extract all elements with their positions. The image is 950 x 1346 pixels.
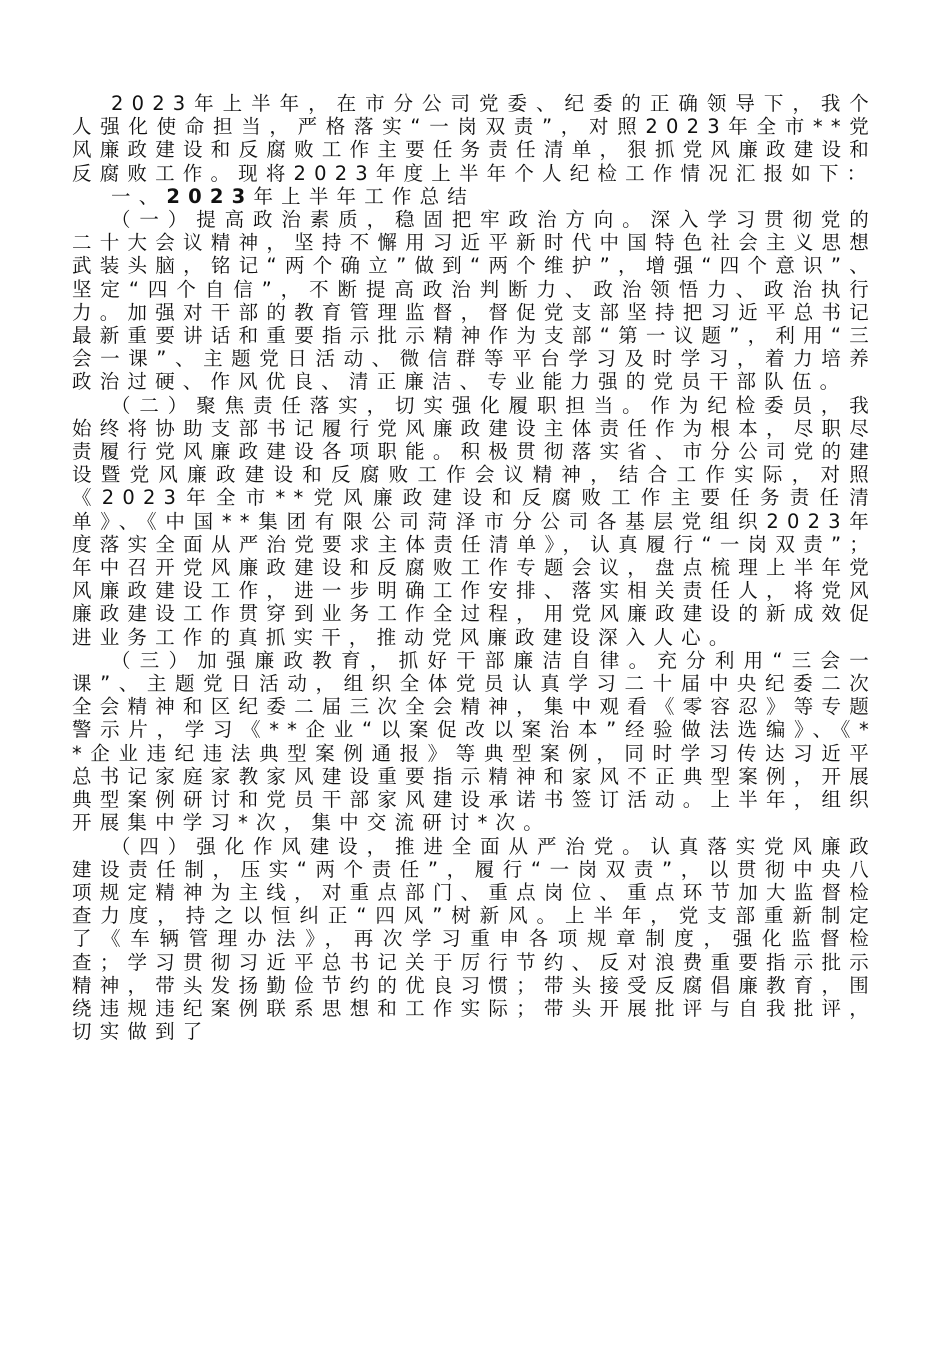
paragraph-1: （一）提高政治素质，稳固把牢政治方向。深入学习贯彻党的二十大会议精神，坚持不懈用习近平新时代中国特色社会主义思想武装头脑，铭记“两个确立”做到“两个维护”，增强“四个意识”、坚定“四个自信”，不断提高政治判断力、政治领悟力、政治执行力。加强对干部的教育管理监督，督促党支部坚持把习近平总书记最新重要讲话和重要指示批示精神作为支部“第一议题”，利用“三会一课”、主题党日活动、微信群等平台学习及时学习，着力培养政治过硬、作风优良、清正廉洁、专业能力强的党员干部队伍。 bbox=[72, 208, 877, 394]
document-page bbox=[72, 92, 877, 1043]
heading-year: 2023 bbox=[166, 184, 254, 208]
paragraph-4: （四）强化作风建设，推进全面从严治党。认真落实党风廉政建设责任制，压实“两个责任”，履行“一岗双责”，以贯彻中央八项规定精神为主线，对重点部门、重点岗位、重点环节加大监督检查力度，持之以恒纠正“四风”树新风。上半年，党支部重新制定了《车辆管理办法》，再次学习重申各项规章制度，强化监督检查；学习贯彻习近平总书记关于厉行节约、反对浪费重要指示批示精神，带头发扬勤俭节约的优良习惯；带头接受反腐倡廉教育，围绕违规违纪案例联系思想和工作实际；带头开展批评与自我批评，切实做到了 bbox=[72, 834, 877, 1044]
heading-text: 年上半年工作总结 bbox=[253, 184, 475, 208]
intro-paragraph: 2023年上半年，在市分公司党委、纪委的正确领导下，我个人强化使命担当，严格落实“一岗双责”，对照2023年全市**党风廉政建设和反腐败工作主要任务责任清单，狠抓党风廉政建设和反腐败工作。现将2023年度上半年个人纪检工作情况汇报如下： bbox=[72, 92, 877, 185]
section-heading bbox=[72, 185, 877, 208]
heading-prefix: 一、 bbox=[111, 184, 167, 208]
paragraph-3: （三）加强廉政教育，抓好干部廉洁自律。充分利用“三会一课”、主题党日活动，组织全体党员认真学习二十届中央纪委二次全会精神和区纪委二届三次全会精神，集中观看《零容忍》等专题警示片，学习《**企业“以案促改以案治本”经验做法选编》、《**企业违纪违法典型案例通报》等典型案例，同时学习传达习近平总书记家庭家教家风建设重要指示精神和家风不正典型案例，开展典型案例研讨和党员干部家风建设承诺书签订活动。上半年，组织开展集中学习*次，集中交流研讨*次。 bbox=[72, 648, 877, 835]
paragraph-2: （二）聚焦责任落实，切实强化履职担当。作为纪检委员，我始终将协助支部书记履行党风廉政建设主体责任作为根本，尽职尽责履行党风廉政建设各项职能。积极贯彻落实省、市分公司党的建设暨党风廉政建设和反腐败工作会议精神，结合工作实际，对照《2023年全市**党风廉政建设和反腐败工作主要任务责任清单》、《中国**集团有限公司菏泽市分公司各基层党组织2023年度落实全面从严治党要求主体责任清单》，认真履行“一岗双责”；年中召开党风廉政建设和反腐败工作专题会议，盘点梳理上半年党风廉政建设工作，进一步明确工作安排、落实相关责任人，将党风廉政建设工作贯穿到业务工作全过程，用党风廉政建设的新成效促进业务工作的真抓实干，推动党风廉政建设深入人心。 bbox=[72, 393, 877, 649]
